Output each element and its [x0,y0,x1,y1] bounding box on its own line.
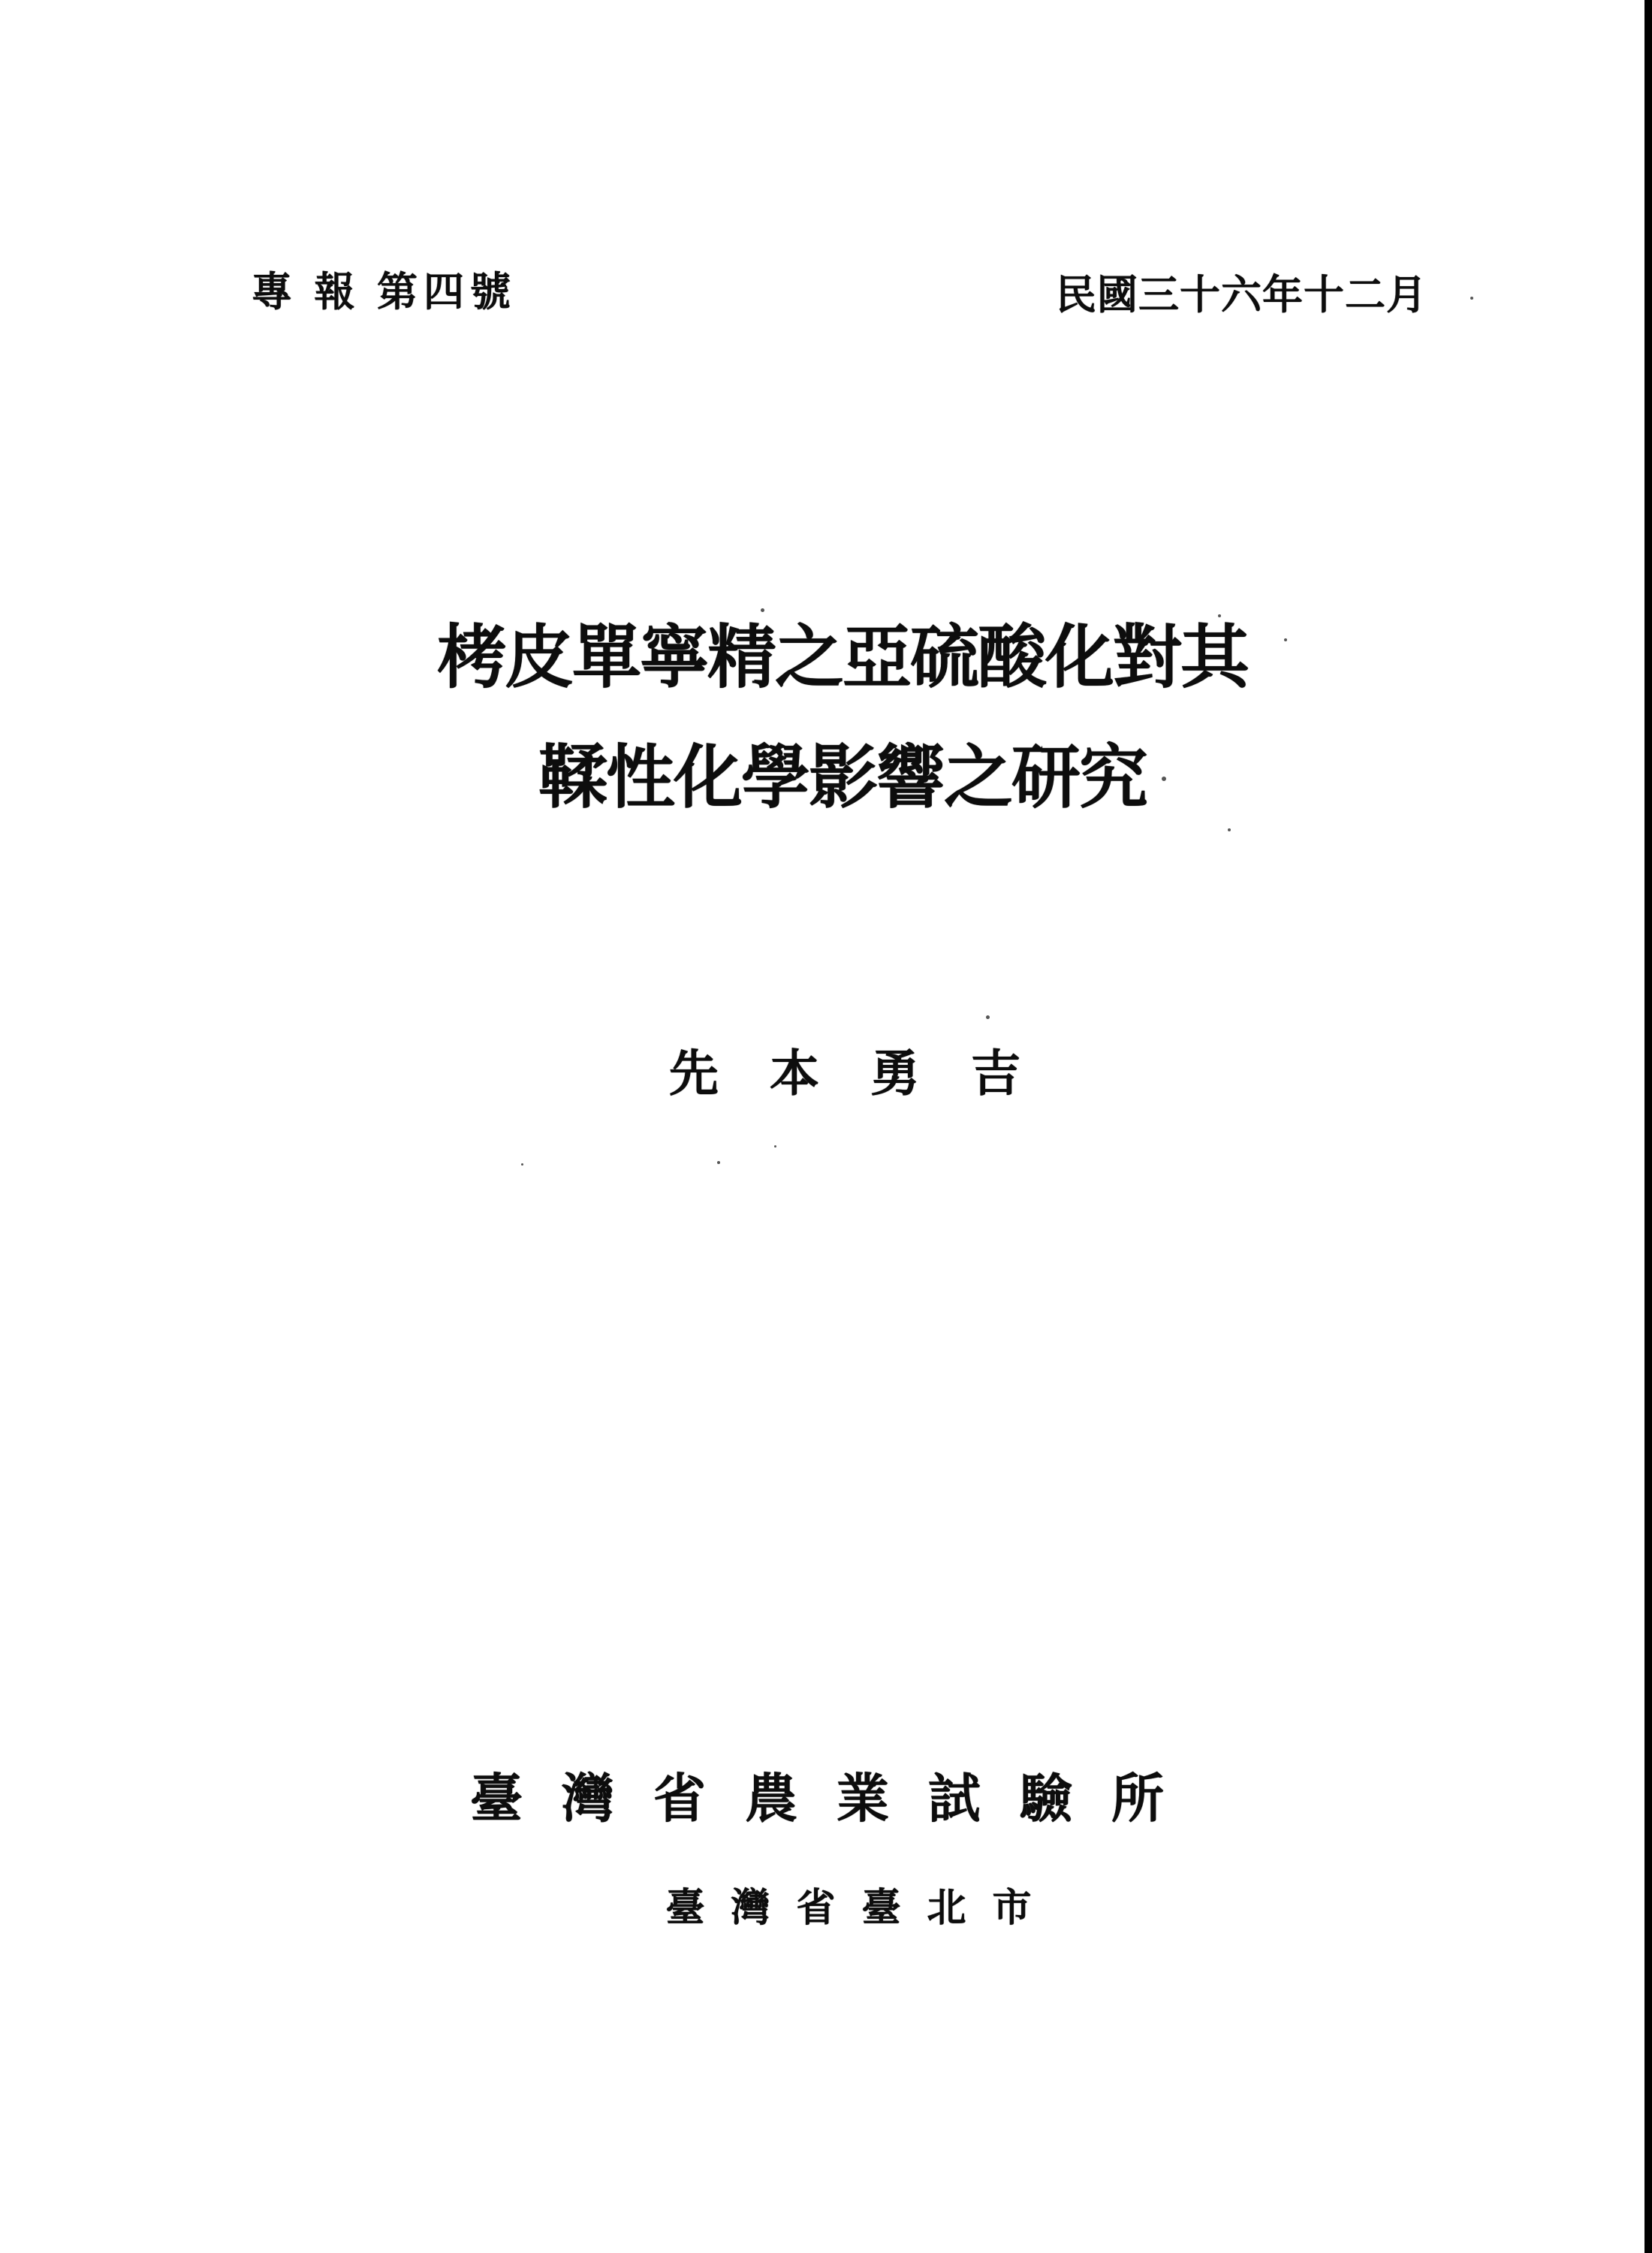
author-name: 先本勇吉 [669,1047,1072,1102]
title-line-2: 鞣性化學影響之研究 [538,740,1147,816]
ink-speck [761,608,764,612]
publication-date-label: 民國三十六年十二月 [1056,273,1427,318]
scan-edge-bar [1644,0,1652,2253]
ink-speck [521,1163,523,1166]
publisher-name: 臺灣省農業試驗所 [470,1771,1203,1829]
publisher-location: 臺灣省臺北市 [665,1887,1058,1930]
ink-speck [717,1161,720,1164]
ink-speck [1470,297,1473,300]
ink-speck [1218,614,1221,617]
ink-speck [986,1015,990,1019]
ink-speck [1228,828,1231,831]
ink-speck [1284,638,1287,641]
ink-speck [1162,777,1166,781]
ink-speck [774,1145,776,1148]
series-number-label: 專 報 第四號 [252,270,517,315]
title-line-1: 栲皮單寧精之亞硫酸化對其 [436,620,1249,696]
